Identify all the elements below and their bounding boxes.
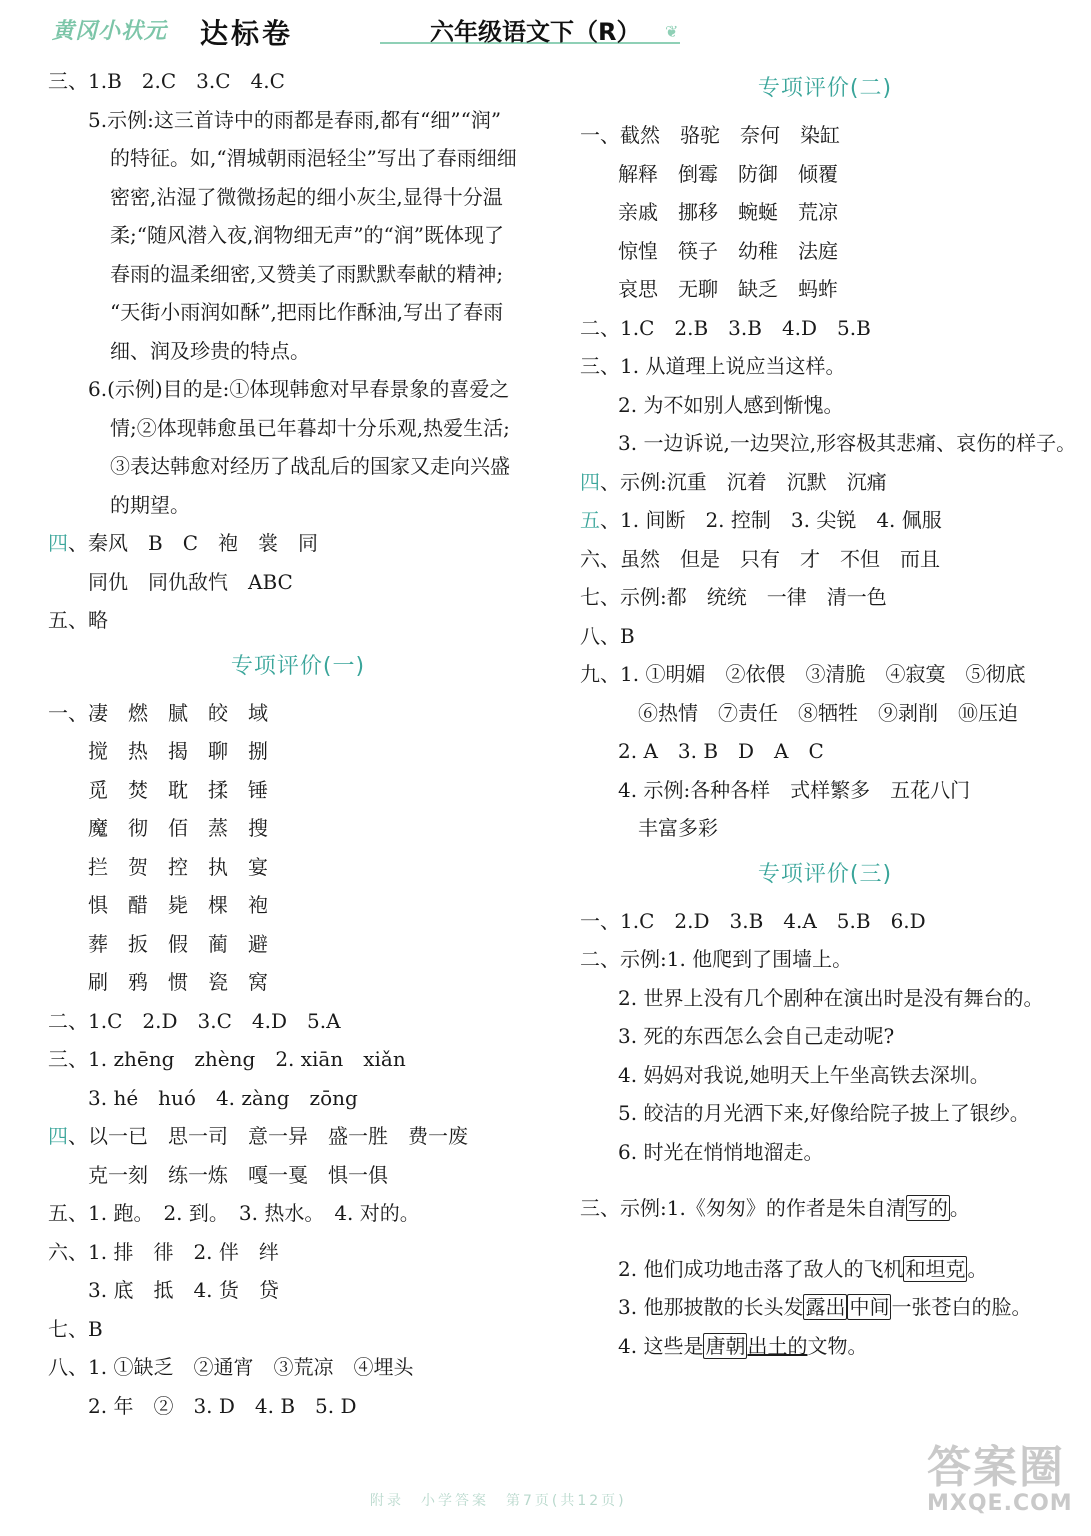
section-number: 四 bbox=[48, 1124, 68, 1148]
answer-line: 五、略 bbox=[48, 608, 108, 632]
page-title: 达标卷 bbox=[200, 17, 294, 50]
boxed-word: 唐朝 bbox=[705, 1333, 746, 1358]
answer-text: 4. 这些是 bbox=[618, 1333, 704, 1358]
answer-line: 三、1.B 2.C 3.C 4.C bbox=[48, 69, 285, 93]
watermark-logo bbox=[927, 1444, 1077, 1520]
answer-line: 一、1.C 2.D 3.B 4.A 5.B 6.D bbox=[580, 908, 926, 933]
answer-line: 惊惶 筷子 幼稚 法庭 bbox=[618, 238, 838, 263]
answer-line bbox=[580, 501, 1070, 540]
answer-line: “天街小雨润如酥”,把雨比作酥油,写出了春雨 bbox=[110, 300, 504, 324]
answer-line: 哀思 无聊 缺乏 蚂蚱 bbox=[618, 277, 838, 301]
section-heading: 专项评价(一) bbox=[230, 653, 366, 679]
answer-line: 七、示例:都 统统 一律 清一色 bbox=[580, 585, 887, 609]
answer-line: 六、1. 排 徘 2. 伴 绊 bbox=[48, 1239, 279, 1264]
answer-line bbox=[580, 1288, 1070, 1327]
watermark-url: MXQE.COM bbox=[927, 1491, 1073, 1516]
answer-line: 春雨的温柔细密,又赞美了雨默默奉献的精神; bbox=[110, 261, 504, 286]
answer-line: 亲戚 挪移 蜿蜒 荒凉 bbox=[618, 200, 838, 224]
answer-text: 、1. 间断 2. 控制 3. 尖锐 4. 佩服 bbox=[600, 508, 942, 532]
right-column bbox=[580, 62, 1077, 1365]
answer-line: 觅 焚 耽 揉 锤 bbox=[88, 777, 268, 802]
leaf-icon: ❦ bbox=[665, 22, 679, 41]
answer-line: 2. A 3. B D A C bbox=[618, 739, 824, 763]
answer-line: 4. 妈妈对我说,她明天上午坐高铁去深圳。 bbox=[618, 1062, 990, 1087]
answer-line: 2. 年 ② 3. D 4. B 5. D bbox=[88, 1393, 357, 1418]
answer-line: 拦 贺 控 执 宴 bbox=[88, 854, 268, 879]
boxed-word: 写的 bbox=[907, 1196, 948, 1220]
answer-line: 一、凄 燃 腻 皎 域 bbox=[48, 700, 268, 725]
answer-line: 的特征。如,“渭城朝雨浥轻尘”写出了春雨细细 bbox=[110, 146, 517, 170]
answer-line: 六、虽然 但是 只有 才 不但 而且 bbox=[580, 546, 940, 571]
answer-line: 情;②体现韩愈虽已年暮却十分乐观,热爱生活; bbox=[110, 415, 510, 440]
answer-line: 刷 鸦 惯 瓷 窝 bbox=[88, 970, 268, 994]
answer-line: 5. 皎洁的月光洒下来,好像给院子披上了银纱。 bbox=[618, 1101, 1030, 1125]
left-column bbox=[48, 62, 548, 1425]
answer-line bbox=[580, 463, 1070, 502]
answer-line: 6.(示例)目的是:①体现韩愈对早春景象的喜爱之 bbox=[88, 377, 510, 401]
answer-text: 、示例:沉重 沉着 沉默 沉痛 bbox=[600, 469, 887, 494]
right-answers bbox=[580, 70, 1077, 1171]
answer-line: 魔 彻 佰 蒸 搜 bbox=[88, 816, 268, 840]
brand-logo: 黄冈小状元 bbox=[52, 19, 168, 44]
answer-line: 解释 倒霉 防御 倾覆 bbox=[618, 161, 838, 186]
watermark-title: 答案圈 bbox=[927, 1442, 1065, 1493]
answer-line bbox=[580, 1327, 1070, 1366]
answer-line: ⑥热情 ⑦责任 ⑧牺牲 ⑨剥削 ⑩压迫 bbox=[638, 700, 1018, 725]
answer-line: 七、B bbox=[48, 1316, 103, 1341]
answer-line: 葬 扳 假 蔺 避 bbox=[88, 931, 268, 956]
answer-text: 2. 他们成功地击落了敌人的飞机 bbox=[618, 1256, 904, 1281]
answer-line: 九、1. ①明媚 ②依偎 ③清脆 ④寂寞 ⑤彻底 bbox=[580, 662, 1026, 686]
answer-line: 4. 示例:各种各样 式样繁多 五花八门 bbox=[618, 777, 971, 802]
answer-line: 一、截然 骆驼 奈何 染缸 bbox=[580, 123, 840, 147]
page-header bbox=[0, 0, 1091, 70]
answer-line: 2. 世界上没有几个剧种在演出时是没有舞台的。 bbox=[618, 985, 1044, 1010]
boxed-word: 中间 bbox=[849, 1295, 890, 1319]
answer-line: 同仇 同仇敌忾 ABC bbox=[88, 569, 293, 594]
answer-text: 三、示例:1.《匆匆》的作者是朱自清 bbox=[580, 1196, 906, 1220]
answer-line: 的期望。 bbox=[110, 492, 190, 517]
answer-text: 。 bbox=[967, 1256, 988, 1281]
section-number: 四 bbox=[48, 531, 68, 555]
answer-line: 3. 底 抵 4. 货 贷 bbox=[88, 1278, 279, 1302]
answer-text: 一张苍白的脸。 bbox=[891, 1295, 1032, 1319]
answer-line: 八、B bbox=[580, 623, 635, 648]
answer-text: 3. 他那披散的长头发 bbox=[618, 1295, 804, 1319]
section-heading: 专项评价(三) bbox=[757, 861, 893, 887]
answer-line: 八、1. ①缺乏 ②通宵 ③荒凉 ④埋头 bbox=[48, 1355, 414, 1379]
answer-line: 3. hé huó 4. zàng zōng bbox=[88, 1085, 358, 1110]
answer-line bbox=[580, 1189, 1070, 1228]
answer-line: 柔;“随风潜入夜,润物细无声”的“润”既体现了 bbox=[110, 223, 504, 247]
answer-line: 6. 时光在悄悄地溜走。 bbox=[618, 1139, 824, 1164]
answer-text: 。 bbox=[949, 1196, 970, 1220]
answer-line: 五、1. 跑。 2. 到。 3. 热水。 4. 对的。 bbox=[48, 1201, 420, 1225]
answer-line: 惧 醋 毙 棵 袍 bbox=[88, 893, 268, 917]
answer-line: 三、1. 从道理上说应当这样。 bbox=[580, 354, 846, 378]
section-number: 四 bbox=[580, 469, 600, 494]
answer-line bbox=[48, 524, 548, 563]
answer-line: 丰富多彩 bbox=[638, 816, 718, 840]
answer-line: 3. 死的东西怎么会自己走动呢? bbox=[618, 1024, 895, 1048]
answer-line bbox=[580, 1250, 1070, 1289]
answer-text: 、秦风 B C 袍 裳 同 bbox=[68, 531, 318, 555]
answer-line: 3. 一边诉说,一边哭泣,形容极其悲痛、哀伤的样子。 bbox=[618, 431, 1077, 455]
answer-line: 细、润及珍贵的特点。 bbox=[110, 338, 310, 363]
answer-line: 克一刻 练一炼 嘎一戛 惧一俱 bbox=[88, 1162, 388, 1187]
answer-line: 密密,沾湿了微微扬起的细小灰尘,显得十分温 bbox=[110, 184, 503, 209]
boxed-word: 和坦克 bbox=[905, 1256, 966, 1281]
answer-line: 搅 热 揭 聊 捌 bbox=[88, 739, 268, 763]
answer-line: 二、1.C 2.D 3.C 4.D 5.A bbox=[48, 1008, 341, 1033]
section-heading: 专项评价(二) bbox=[757, 76, 893, 101]
boxed-word: 露出 bbox=[805, 1295, 846, 1319]
answer-line: 二、1.C 2.B 3.B 4.D 5.B bbox=[580, 315, 871, 340]
answer-line: 2. 为不如别人感到惭愧。 bbox=[618, 392, 844, 417]
answer-line: 5.示例:这三首诗中的雨都是春雨,都有“细”“润” bbox=[88, 107, 502, 132]
page-footer: 附录 小学答案 第7页(共12页) bbox=[370, 1493, 627, 1509]
answer-line: 二、示例:1. 他爬到了围墙上。 bbox=[580, 947, 853, 971]
answer-line: ③表达韩愈对经历了战乱后的国家又走向兴盛 bbox=[110, 454, 510, 478]
answer-text: 文物。 bbox=[807, 1333, 868, 1358]
section-number: 五 bbox=[580, 508, 600, 532]
underlined-word: 出土的 bbox=[747, 1333, 808, 1358]
grade-label: 六年级语文下（R） bbox=[430, 18, 641, 46]
answer-text: 、以一已 思一司 意一异 盛一胜 费一废 bbox=[68, 1124, 468, 1148]
answer-line bbox=[48, 1117, 548, 1156]
answer-line: 三、1. zhēng zhèng 2. xiān xiǎn bbox=[48, 1047, 406, 1071]
